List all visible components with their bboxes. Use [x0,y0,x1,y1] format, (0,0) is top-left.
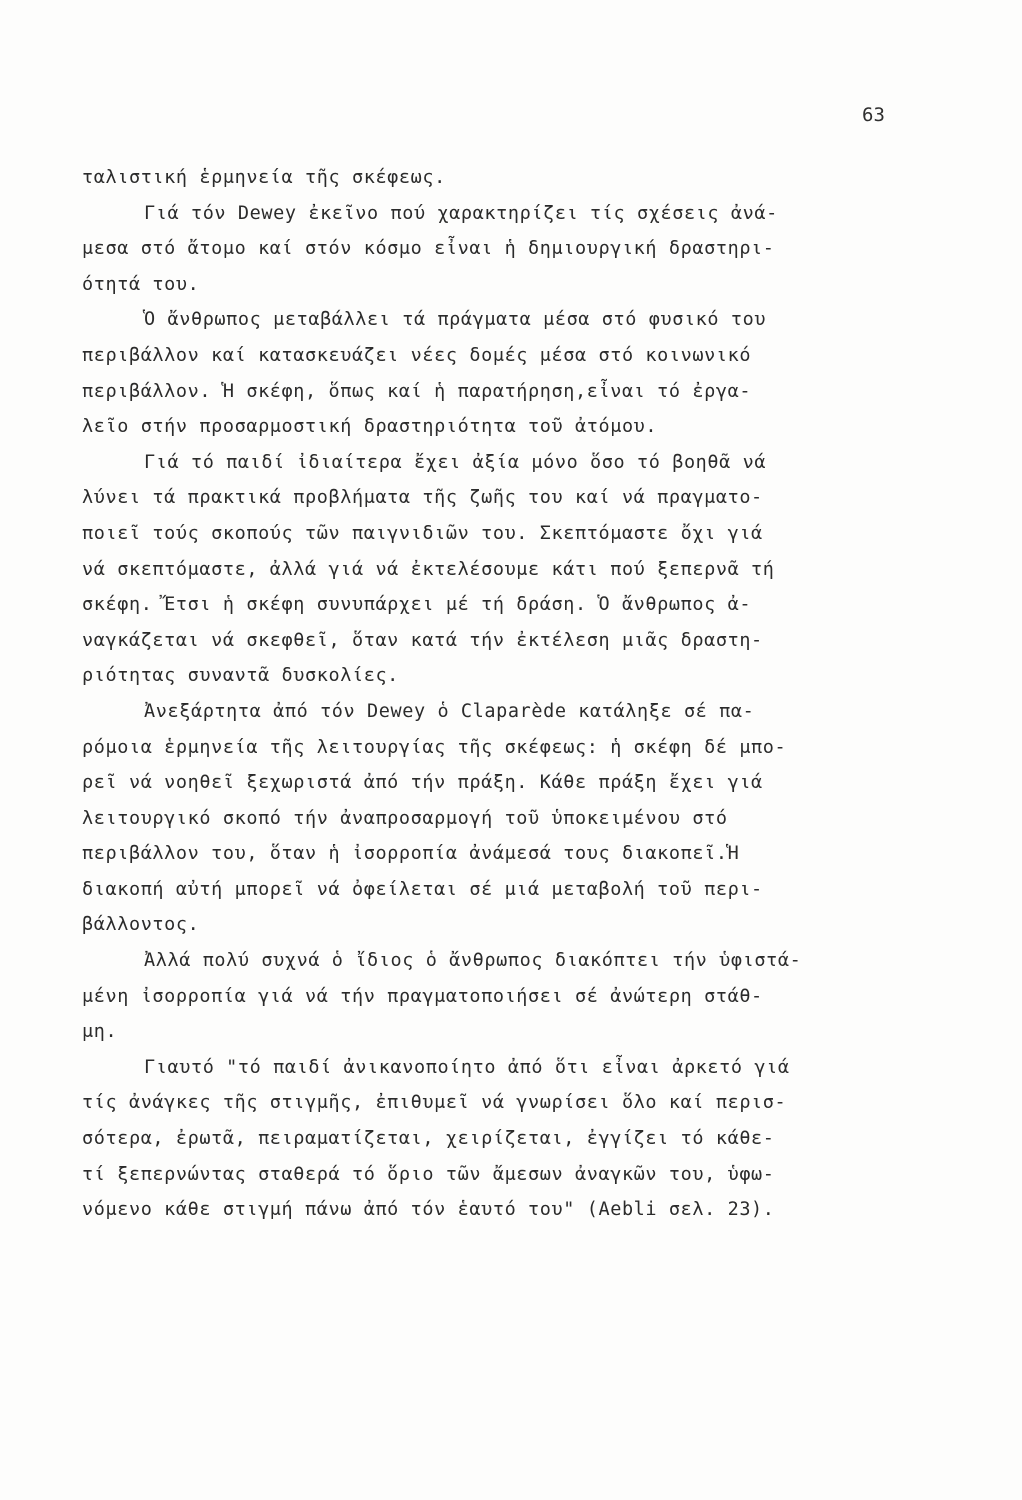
text-line: Γιά τό παιδί ἰδιαίτερα ἔχει ἀξία μόνο ὅσο τό βοηθᾶ νά [144,451,767,473]
text-line: διακοπή αὐτή μπορεῖ νά ὀφείλεται σέ μιά μεταβολή τοῦ περι- [82,878,763,900]
text-line: μεσα στό ἄτομο καί στόν κόσμο εἶναι ἡ δημιουργική δραστηρι- [82,238,775,260]
text-line: ρόμοια ἑρμηνεία τῆς λειτουργίας τῆς σκέφεως: ἡ σκέφη δέ μπο- [82,736,787,758]
text-line: ρεῖ νά νοηθεῖ ξεχωριστά ἀπό τήν πράξη. Κάθε πράξη ἔχει γιά [82,772,763,794]
text-line: σότερα, ἐρωτᾶ, πειραματίζεται, χειρίζεται, ἐγγίζει τό κάθε- [82,1128,775,1150]
text-line: βάλλοντος. [82,914,200,936]
text-line: Ἀνεξάρτητα ἀπό τόν Dewey ὁ Claparède κατάληξε σέ πα- [144,700,755,722]
text-line: λύνει τά πρακτικά προβλήματα τῆς ζωῆς του καί νά πραγματο- [82,487,763,509]
text-line: περιβάλλον καί κατασκευάζει νέες δομές μέσα στό κοινωνικό [82,344,752,366]
text-line: σκέφη. Ἔτσι ἡ σκέφη συνυπάρχει μέ τή δράση. Ὁ ἄνθρωπος ἀ- [82,594,752,616]
text-line: λεῖο στήν προσαρμοστική δραστηριότητα τοῦ ἀτόμου. [82,416,658,438]
text-line: λειτουργικό σκοπό τήν ἀναπροσαρμογή τοῦ ὑποκειμένου στό [82,807,728,829]
text-line: τίς ἀνάγκες τῆς στιγμῆς, ἐπιθυμεῖ νά γνωρίσει ὅλο καί περισ- [82,1092,787,1114]
text-line: ότητά του. [82,273,200,295]
text-line: Γιαυτό "τό παιδί ἀνικανοποίητο ἀπό ὅτι εἶναι ἀρκετό γιά [144,1056,790,1078]
text-line: ναγκάζεται νά σκεφθεῖ, ὅταν κατά τήν ἐκτέλεση μιᾶς δραστη- [82,629,763,651]
text-line: ριότητας συναντᾶ δυσκολίες. [82,665,399,687]
text-line: ταλιστική ἑρμηνεία τῆς σκέφεως. [82,167,446,188]
text-line: περιβάλλον του, ὅταν ἡ ἰσορροπία ἀνάμεσά τους διακοπεῖ.Ἡ [82,843,740,865]
text-line: μένη ἰσορροπία γιά νά τήν πραγματοποιήσει σέ ἀνώτερη στάθ- [82,985,763,1007]
text-line: Γιά τόν Dewey ἐκεῖνο πού χαρακτηρίζει τίς σχέσεις ἀνά- [144,202,778,224]
text-line: περιβάλλον. Ἡ σκέφη, ὅπως καί ἡ παρατήρηση,εἶναι τό ἐργα- [82,380,752,402]
body-text [82,160,922,1228]
text-line: μη. [82,1021,118,1043]
text-line: νόμενο κάθε στιγμή πάνω ἀπό τόν ἑαυτό του" (Aebli σελ. 23). [82,1199,775,1221]
page-number: 63 [862,104,885,126]
text-line: Ἀλλά πολύ συχνά ὁ ἴδιος ὁ ἄνθρωπος διακόπτει τήν ὑφιστά- [144,950,802,972]
text-line: ποιεῖ τούς σκοπούς τῶν παιγνιδιῶν του. Σκεπτόμαστε ὄχι γιά [82,522,763,544]
text-line: νά σκεπτόμαστε, ἀλλά γιά νά ἐκτελέσουμε κάτι πού ξεπερνᾶ τή [82,558,775,580]
text-line: τί ξεπερνώντας σταθερά τό ὅριο τῶν ἄμεσων ἀναγκῶν του, ὑφω- [82,1163,775,1185]
text-line: Ὁ ἄνθρωπος μεταβάλλει τά πράγματα μέσα στό φυσικό του [144,309,767,331]
